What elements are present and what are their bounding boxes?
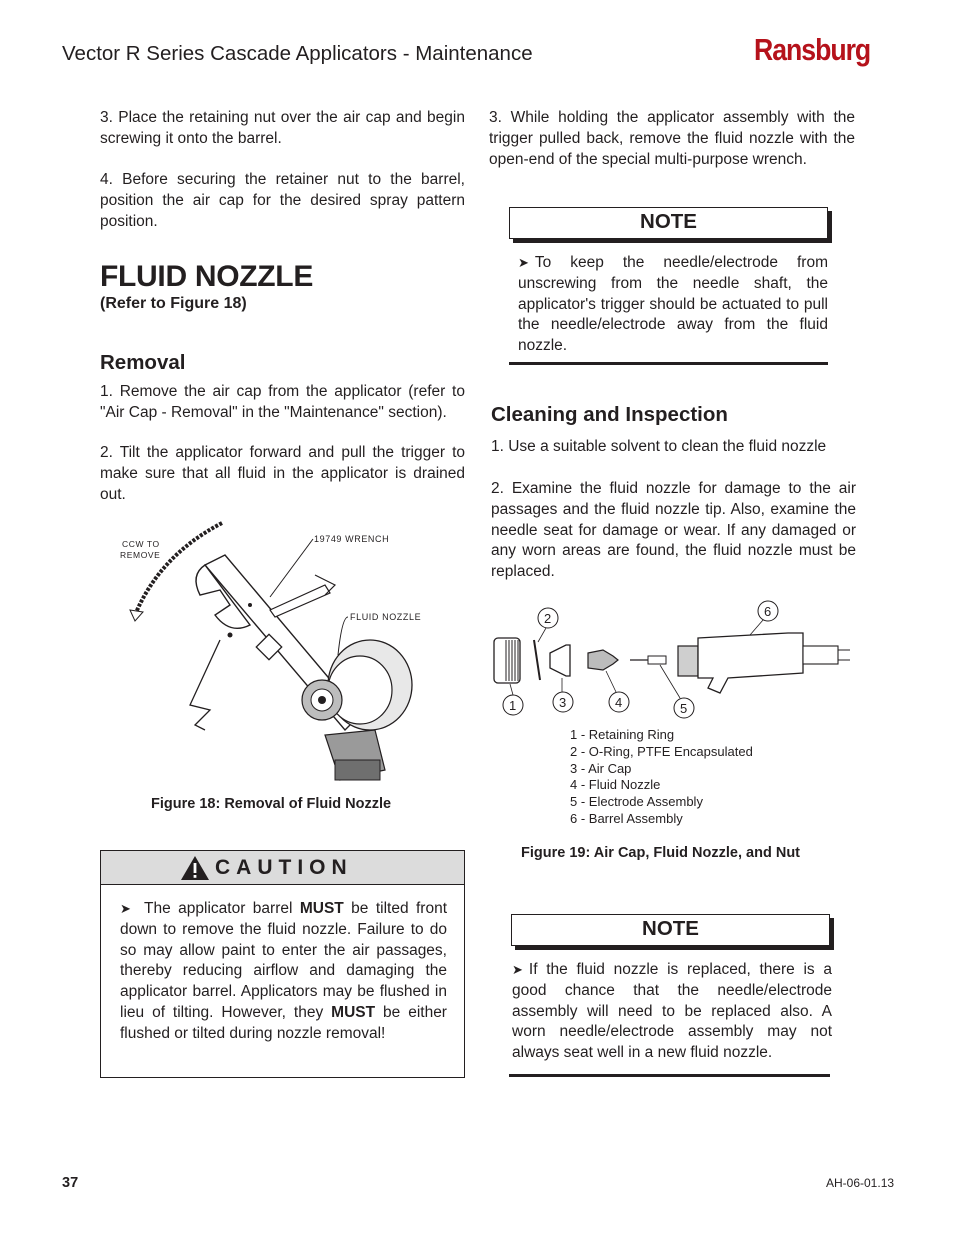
nozzle-label: FLUID NOZZLE — [350, 612, 422, 622]
legend-item: 5 - Electrode Assembly — [570, 794, 703, 810]
note-2-body: If the fluid nozzle is replaced, there is a good chance that the needle/electrode assembly will need to be replaced also. A worn needle/electrode assembly may not always seat well in a new fluid nozzle. — [512, 961, 832, 1062]
callout-3: 3 — [559, 695, 567, 710]
note-1-text — [518, 253, 828, 357]
warning-triangle-icon — [180, 855, 210, 881]
page-number: 37 — [62, 1175, 79, 1191]
step-4-text: 4. Before securing the retainer nut to the barrel, position the air cap for the desired spray pattern position. — [100, 171, 465, 230]
callout-2: 2 — [544, 611, 552, 626]
caution-box — [100, 850, 465, 1078]
removal-heading: Removal — [100, 351, 186, 374]
removal-step-2: 2. Tilt the applicator forward and pull the trigger to make sure that all fluid in the applicator is drained out. — [100, 444, 465, 503]
remove-label: REMOVE — [120, 550, 161, 560]
ccw-label: CCW TO — [122, 539, 160, 549]
document-code: AH-06-01.13 — [826, 1176, 895, 1190]
note-1-rule — [509, 362, 828, 365]
cleaning-heading: Cleaning and Inspection — [491, 403, 728, 426]
legend-item: 1 - Retaining Ring — [570, 727, 675, 742]
note-2-rule — [509, 1074, 830, 1077]
figure-18-illustration — [110, 515, 455, 790]
figure-19-illustration — [488, 598, 858, 723]
caution-text-part3: be either flushed or tilted during nozzle removal! — [120, 1003, 447, 1042]
brand-logo: Ransburg — [754, 32, 871, 67]
figure-18-caption: Figure 18: Removal of Fluid Nozzle — [151, 796, 392, 812]
caution-must-2: MUST — [331, 1003, 376, 1021]
caution-title: CAUTION — [215, 856, 353, 879]
callout-6: 6 — [764, 604, 772, 619]
callout-5: 5 — [680, 701, 688, 716]
caution-header — [101, 851, 464, 885]
section-title: FLUID NOZZLE — [100, 260, 314, 293]
cleaning-step-2: 2. Examine the fluid nozzle for damage to the air passages and the fluid nozzle tip. Also, examine the needle seat for damage or wear. If any damaged or any worn areas are found, the fluid nozzle must be replaced. — [491, 480, 856, 581]
note-2-text — [512, 960, 832, 1064]
figure-19-legend — [570, 727, 753, 828]
legend-item: 2 - O-Ring, PTFE Encapsulated — [570, 743, 753, 759]
note-2-header: NOTE — [511, 914, 830, 946]
caution-text — [120, 899, 447, 1045]
legend-item: 4 - Fluid Nozzle — [570, 777, 661, 793]
arrow-bullet-icon: ➤ — [120, 901, 131, 916]
note-1-header: NOTE — [509, 207, 828, 239]
legend-item: 3 - Air Cap — [570, 760, 632, 776]
page-header-title: Vector R Series Cascade Applicators - Maintenance — [62, 42, 533, 65]
note-1-body: To keep the needle/electrode from unscrewing from the needle shaft, the applicator's trigger should be actuated to pull the needle/electrode away from the fluid nozzle. — [518, 254, 828, 355]
section-reference: (Refer to Figure 18) — [100, 295, 247, 312]
caution-text-part2: be tilted front down to remove the fluid nozzle. Failure to do so may allow paint to enter the air passages, thereby reducing airflow and damaging the applicator barrel. Applicators may be flushed in lieu of tilting. However, they — [120, 900, 448, 1021]
caution-text-part1: The applicator barrel — [144, 900, 300, 917]
arrow-bullet-icon: ➤ — [512, 962, 523, 977]
step-3-text: 3. Place the retaining nut over the air cap and begin screwing it onto the barrel. — [100, 109, 465, 147]
removal-step-1: 1. Remove the air cap from the applicator (refer to "Air Cap - Removal" in the "Maintenance" section). — [100, 383, 465, 421]
cleaning-step-1: 1. Use a suitable solvent to clean the fluid nozzle — [491, 438, 827, 455]
figure-19-caption: Figure 19: Air Cap, Fluid Nozzle, and Nut — [521, 845, 801, 861]
caution-must-1: MUST — [299, 900, 344, 917]
legend-item: 6 - Barrel Assembly — [570, 810, 683, 826]
callout-1: 1 — [509, 698, 517, 713]
arrow-bullet-icon: ➤ — [518, 255, 529, 270]
wrench-label: 19749 WRENCH — [314, 534, 390, 544]
right-step-3-text: 3. While holding the applicator assembly with the trigger pulled back, remove the fluid nozzle with the open-end of the special multi-purpose wrench. — [489, 109, 855, 168]
callout-4: 4 — [615, 695, 623, 710]
